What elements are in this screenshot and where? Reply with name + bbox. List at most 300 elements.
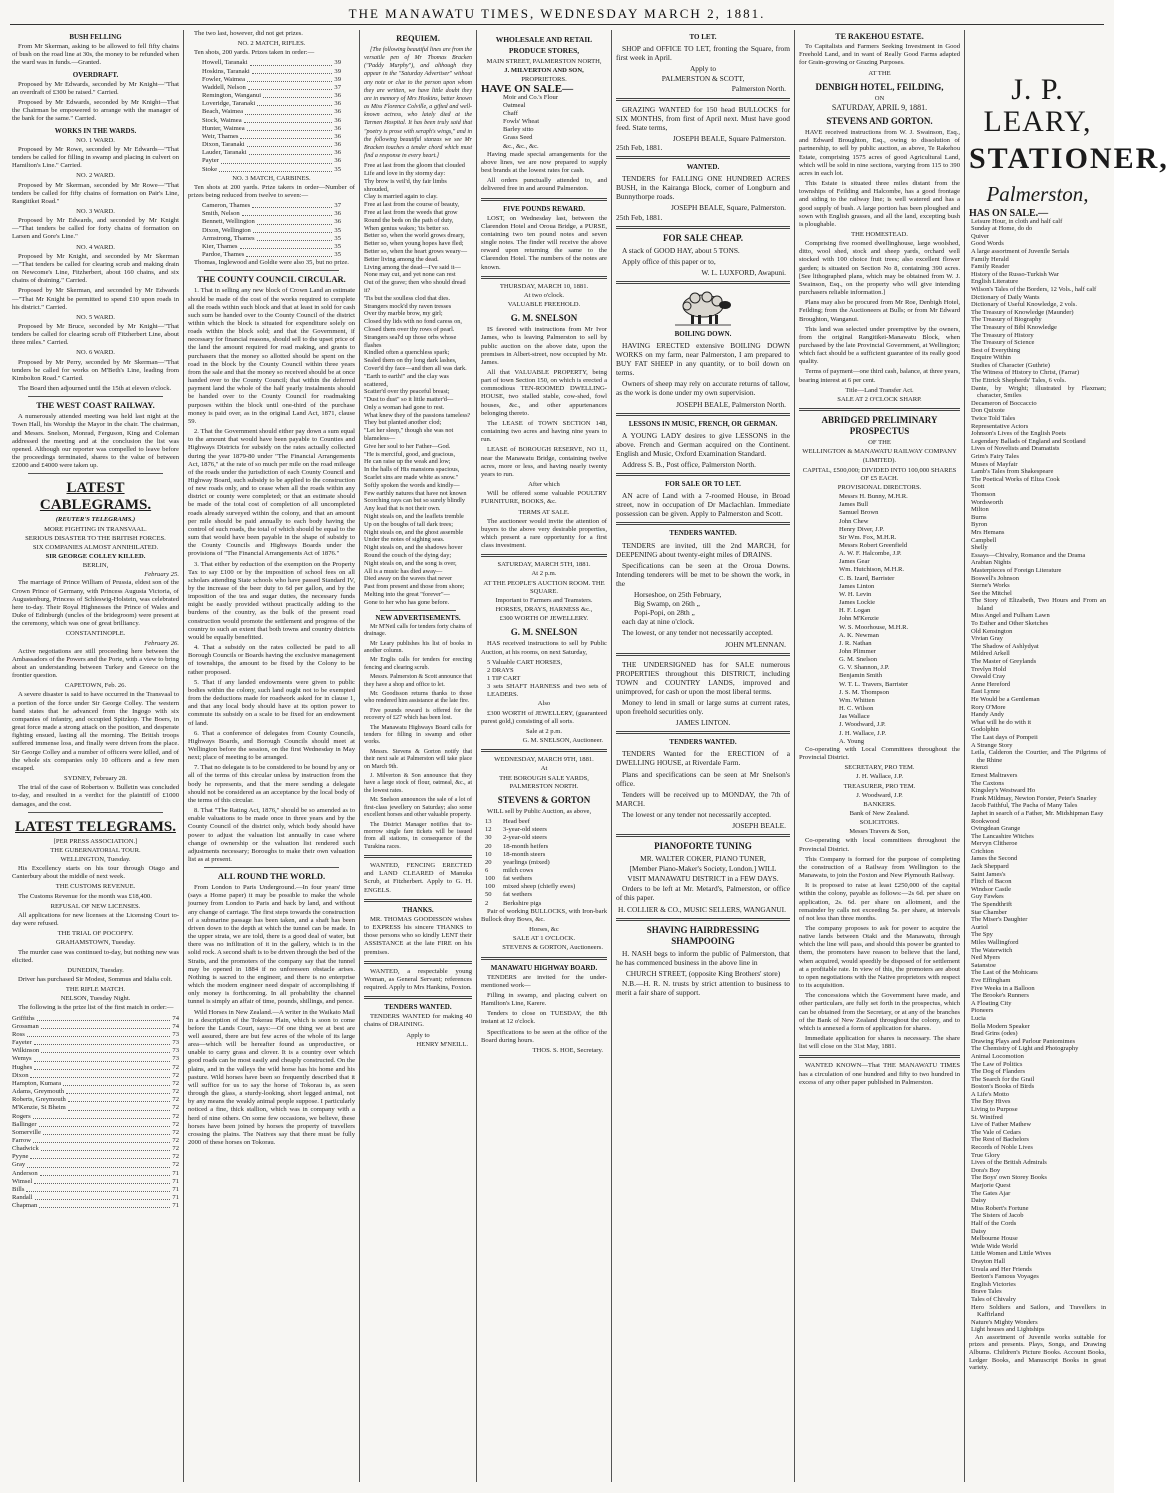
entry-score: 71 [172,1185,179,1193]
has-on-sale: HAS ON SALE.— [969,208,1049,219]
entry-score: 36 [334,218,341,226]
sale-item: 5 Valuable CART HORSES, [487,658,563,666]
book-title: The Dog of Flanders [971,1068,1025,1076]
book-title: The Treasury of History [971,331,1034,339]
text-line: SALE AT 2 O'CLOCK SHARP. [837,395,922,403]
poem-line: Free at last from the course of beauty, [364,201,460,209]
book-title: Frank Mildmay, Newton Forster, Peter's Snarley [971,794,1097,802]
company-name: WELLINGTON & MANAWATU RAILWAY COMPANY [802,448,957,456]
leader-dots [245,108,332,114]
poem-line: Out of the grave; then who should dread it? [364,279,466,294]
book-title: The Treasury of Knowledge (Maunder) [971,308,1074,316]
book-title: Twice Told Tales [971,415,1016,423]
ward-label: NO. 3 WARD. [76,207,115,215]
book-title: Boswell's Johnson [971,574,1019,582]
auctioneer-name: STEVENS & GORTON [497,794,591,805]
inspection-day: Popi-Popi, on 28th „ [634,608,695,618]
poem-line: 'Tis but the soulless clod that dies. [364,294,451,302]
entry-name: Somerville [12,1128,41,1136]
stock-qty: 12 [485,826,492,834]
requiem-heading: REQUIEM. [396,33,440,43]
role-holder: J. Woodward, J.P. [856,791,903,799]
divider [616,918,790,921]
book-title: Daisy [971,1197,987,1205]
book-title: Lives of Novelists and Dramatists [971,445,1060,453]
paragraph: HAVE received instructions from W. J. Swainson, Esq., and Edward Broughton, Esq., owing to dissolution of partnership, to sell by public auction, as above, Te Rakehou Estate, comprising 1575 acres of good Agricultural Land, which will be sold in nine sections, varying from 115 to 390 acres in each lot. [799,129,960,177]
leader-dots [27,1031,171,1037]
book-title: Ovingdean Grange [971,825,1021,833]
column-3 [359,30,476,1482]
entry-score: 74 [172,1014,179,1022]
book-title: The Brooke's Runners [971,992,1029,1000]
divider [616,156,790,159]
sale-time: At two o'clock. [523,291,565,299]
piano-heading: PIANOFORTE TUNING [654,841,752,852]
poem-line: Kindled often a quenchless spark; [364,349,450,357]
paragraph: Owners of sheep may rely on accurate returns of tallow, as the work is done under my own supervision. [616,379,790,398]
book-title: Thomson [971,490,996,498]
paragraph: His Excellency starts on his tour through Otago and Canterbury about the middle of next week. [12,865,179,881]
paragraph: Specifications can be seen at the Oroua Downs. Intending tenderers will be met to be shown the work, in the [616,560,790,588]
poem-line: In the halls of His mansions spacious, [364,466,460,474]
book-title: Masterpieces of Foreign Literature [971,566,1062,574]
paragraph: The lowest, or any tender not necessarily accepted. [622,628,773,638]
entry-score: 36 [334,116,341,124]
council-heading: THE COUNTY COUNCIL CIRCULAR. [197,274,346,285]
book-title: Oswald Cray [971,673,1006,681]
book-title: The Shadow of Ashlydyat [971,642,1039,650]
poem-line: Died away on the waves that never [364,575,453,583]
book-title: Decameron of Boccaccio [971,399,1037,407]
poem-line: Better living among the dead. [364,255,439,263]
paragraph: LOST, on Wednesday last, between the Clarendon Hotel and Oroua Bridge, a PURSE, containing two ten pound notes and seven single notes. The finder will receive the above reward upon returning the same to the Clarendon Hotel. The numbers of the notes are known. [481,214,607,271]
inspection-day: Horseshoe, on 25th February, [634,590,722,600]
score-row [12,1170,179,1178]
book-title: St. Winifred [971,1113,1003,1121]
director-name: John M'Kenzie [839,615,879,623]
entry-name: Gray [12,1161,26,1169]
entry-score: 71 [172,1202,179,1210]
paragraph: All that VALUABLE PROPERTY, being part of town Section 150, on which is erected a commodious TEN-ROOMED DWELLING-HOUSE, two stalled stable, cow-shed, fowl houses, &c., and other appurtenances belonging thereto. [481,369,607,417]
role-holder: Messrs Travers & Son, [849,828,910,836]
book-title: History of the Russo-Turkish War [971,270,1059,278]
match-3-list [188,202,355,259]
masthead: THE MANAWATU TIMES, WEDNESDAY MARCH 2, 1881. [348,6,766,21]
book-title: Melbourne House [971,1235,1018,1243]
leader-dots [37,1015,171,1021]
entry-name: Chapman [12,1202,38,1210]
inspection-days [616,590,790,617]
book-title: Essays—Chivalry, Romance and the Drama [971,551,1086,559]
poem-line: Thy brow is veil'd, thy fair limbs shrouded, [364,177,447,193]
book-title: Dante, by Wright; illustrated by Flaxman; character, Smiles [971,384,1106,400]
book-title: English Victories [971,1280,1016,1288]
ward-label: NO. 5 WARD. [76,313,115,321]
book-title: The Story of Elizabeth, Two Hours and From an Island [971,597,1106,612]
book-title: What will he do with it [971,718,1032,726]
date: 25th Feb, 1881. [616,212,663,222]
book-title: Best of Everything [971,346,1021,354]
score-row [202,92,341,100]
entry-score: 72 [172,1088,179,1096]
entry-name: Anderson [12,1169,38,1177]
stock-desc: 3-year-old steers [503,826,547,834]
leader-dots [221,157,333,163]
grazing-ad: GRAZING WANTED for 150 head BULLOCKS for SIX MONTHS, from first of April next. Must have good feed. State terms, [616,104,790,132]
entry-score: 72 [172,1161,179,1169]
headline: THE TRIAL OF POCOFFY. [57,930,134,938]
sale-item: Moir and Co.'s Flour [503,93,559,101]
entry-score: 39 [334,59,341,67]
book-title: Rienzi [971,764,988,772]
new-ad-notice: Messrs. Palmerston & Scott announce that they have a shop and office to let. [364,674,472,688]
paragraph: Tenders to close on TUESDAY, the 8th instant at 12 o'clock. [481,1010,607,1026]
leader-dots [35,1194,171,1200]
book-title: Family Herald [971,255,1009,263]
stock-qty: 10 [485,850,492,858]
role-holder: J. H. Wallace, J.P. [856,773,903,781]
score-row [12,1096,179,1104]
entry-score: 39 [334,67,341,75]
leader-dots [263,92,332,98]
book-title: English Literature [971,278,1019,286]
book-title: Leisure Hour, in cloth and half calf [971,217,1063,225]
score-row [12,1080,179,1088]
leader-dots [257,218,333,224]
paragraph: All applications for new licenses at the Licensing Court to-day were refused. [12,911,179,928]
entry-score: 36 [334,132,341,140]
entry-score: 72 [172,1136,179,1144]
paragraph: 6. That a conference of delegates from County Councils, Highways Boards, and Borough Councils should meet at Wellington before the session, on the first Wednesday in May next; place of meeting to be arranged. [188,729,355,762]
paragraph: Proposed by Mr Perry, seconded by Mr Skerman—"That tenders be called for works on M'Beth's Line, leading from Kimbolton Road." Carried. [12,358,179,382]
dateline: WELLINGTON, Tuesday. [60,855,131,863]
leader-dots [39,1202,170,1208]
paragraph: Wild Horses in New Zealand.—A writer in the Waikato Mail in a description of the Tokerau Plain, which is soon to come before the Lands Court, says:—Of one thing we at best are well assured, there are but few acres of the whole of its large area—which will be hereafter found as unproductive, or unable to carry grass and clover. It is a country over which good roads can be most easily and cheaply constructed. On the plains, and in the valleys the wild horse has his home and his pasture. Wild horses have been so frequently described that it will suffice for us to say the horse of Tokorau is, as seen through the glass, a sturdy-looking, short legged animal, not by any means the weakly animal people suppose. I particularly noticed a fine, thick stallion, which was in company with a herd of nine others. On some few occasions, we believe, these horses have been joined by horses the property of travellers crossing the plains. The Natives say that there must be fully 2000 of these horses on Tokorau. [188,1008,355,1146]
book-title: A Life's Motto [971,1090,1010,1098]
book-title: Animal Locomotion [971,1052,1024,1060]
paragraph: A YOUNG LADY desires to give LESSONS in the above. French and German acquired on the Continent. English and Music, Oxford Examination Standard. [616,430,790,458]
paragraph: Proposed by Mr Skerman, seconded by Mr Rowe—"That tenders be called for fifty chains of formation on Pair's Line, Rangitikei Road." [12,181,179,205]
poem-line: Over thy marble brow, my girl; [364,310,443,318]
entry-name: Hoskins, Taranaki [202,67,250,75]
sale-time: Sale at 2 p.m. [525,727,563,735]
stock-desc: fat wethers [503,891,533,899]
firm-name: J. MILVERTON AND SON, [504,67,584,75]
book-title: James the Second [971,855,1018,863]
paragraph: Terms of payment—one third cash, balance, at three years, bearing interest at 6 per cent. [799,368,960,384]
address: MAIN STREET, PALMERSTON NORTH, [486,58,602,65]
signature: G. M. SNELSON, Auctioneer. [522,737,603,745]
column-6 [794,30,964,1482]
signature: Palmerston North. [731,84,786,94]
book-title: Leila, Calderon the Courtier, and The Pilgrims of the Rhine [971,749,1106,764]
book-title: The Treasury of Science [971,339,1035,347]
score-row [202,243,341,251]
divider [616,281,790,284]
sale-item: &c., &c., &c. [503,142,539,150]
apply-label: Apply to [406,1031,430,1039]
paragraph: To Capitalists and Farmers Seeking Investment in Good Freehold Land, and in want of Really Good Farms adapted for Grain-growing or Grazing Purposes. [799,43,960,67]
book-title: Johnson's Lives of the English Poets [971,430,1066,438]
paragraph: Orders to be left at Mr. Metard's, Palmerston, or office of this paper. [616,884,790,903]
sale-or-let-heading: FOR SALE OR TO LET. [665,480,741,489]
paragraph: From Mr Skerman, asking to be allowed to fell fifty chains of bush on the road line at 30s, the money to be refunded when the ward was in funds.—Granted. [12,43,179,67]
auctioneer-name: STEVENS AND GORTON. [826,116,933,127]
book-title: Arabian Nights [971,559,1011,567]
ward-label: NO. 1 WARD. [76,136,115,144]
proprietors-label: PROPRIETORS. [521,76,567,84]
signature: HENRY M'NEILL. [416,1040,468,1048]
text-line: (LIMITED). [862,457,897,465]
score-row [12,1145,179,1153]
dateline: GRAHAMSTOWN, Tuesday. [55,939,136,947]
poem-line: Life and love in thy stormy day: [364,169,446,177]
lessons-heading: LESSONS IN MUSIC, FRENCH, OR GERMAN. [628,419,778,428]
score-row [12,1023,179,1031]
entry-name: Ross [12,1030,25,1038]
leader-dots [240,133,332,139]
score-row [12,1015,179,1023]
text-line: [Member Piano-Maker's Society, London.] WILL [629,864,777,874]
leader-dots [39,1121,171,1127]
book-title: The Vale of Cedars [971,1128,1021,1136]
book-title: Jacob Faithful, The Pacha of Many Tales [971,802,1078,810]
director-name: James Lockie [839,599,876,607]
paragraph: 8. That "The Rating Act, 1876," should be so amended as to enable valuations to be made once in three years and by the County Council of the district only, which body should have power to adjust the valuation list annually in case where change of ownership or the valuation list rendered such adjustments necessary; Boroughs to make their own valuation list as at present. [188,807,355,863]
paragraph: each day at nine o'clock. [622,617,695,627]
poem-line: Cover'd thy face—and then all was dark. [364,364,467,372]
paragraph: The company proposes to ask for power to acquire the native lands between Otaki and the Manawatu, through which the line will pass, and should this power be granted to them, the promoters have reason to believe that the land, when acquired, would speedily be disposed of for settlement at a profitable rate. In view of this, the promoters are about to open negotiations with the Native proprietors with respect to its acquisition. [799,925,960,990]
cable-headline: MORE FIGHTING IN TRANSVAAL. [44,525,147,533]
book-title: Jack Sheppard [971,863,1009,871]
paragraph: The Customs Revenue for the month was £18,400. [18,892,152,900]
wanted-fencing-ad: WANTED, FENCING ERECTED and LAND CLEARED of Manuka Scrub, at Fitzherbert. Apply to G. H. ENGELS. [364,862,472,894]
paragraph: TENDERS Wanted for the ERECTION of a DWELLING HOUSE, at Riverdale Farm. [616,749,790,768]
world-heading: ALL ROUND THE WORLD. [217,871,326,882]
book-title: Ned Myers [971,954,1001,962]
score-row [202,59,341,67]
terms-label: TERMS AT SALE. [518,508,570,516]
paragraph: The lowest or any tender not necessarily accepted. [622,809,771,819]
date: February 25. [144,571,179,579]
book-title: The Witness of History to Christ, (Farrar) [971,369,1080,377]
paragraph: Having made special arrangements for the above lines, we are now prepared to supply best brands at the lowest rates for cash. [481,150,607,175]
leader-dots [244,117,333,123]
score-row [12,1031,179,1039]
entry-name: Wilkinson [12,1047,40,1055]
entry-score: 72 [172,1104,179,1112]
book-title: Campbell [971,536,997,544]
book-title: The Poetical Works of Eliza Cook [971,475,1060,483]
paragraph: Proposed by Mr Edwards, seconded by Mr Knight—"That an overdraft of £300 be raised." Carried. [12,80,179,96]
score-row [202,227,341,235]
paragraph: Proposed by Mr Edwards, seconded by Mr Knight—That the Chairman be empowered to arrange with the manager of the bank for the same." Carried. [12,99,179,123]
score-row [12,1064,179,1072]
leader-dots [247,125,333,131]
score-row [12,1186,179,1194]
have-on-sale: HAVE ON SALE— [481,83,574,96]
book-title: Enquire Within [971,354,1011,362]
sale-item: Chaff [503,109,518,117]
poem-line: Night steals on, and the song is over, [364,559,457,567]
masthead-rule [10,24,1104,25]
new-ad-notice: The District Manager notifies that to-morrow single fare tickets will be issued from all stations, in consequence of the Turakina races. [364,821,472,850]
wholesale-heading: WHOLESALE AND RETAIL PRODUCE STORES, [495,35,593,55]
book-title: A Strange Story [971,741,1013,749]
leader-dots [253,227,333,233]
book-title: Rookwood [971,817,1000,825]
paragraph: The marriage of Prince William of Prussia, eldest son of the Crown Prince of Germany, with Princess Augusta Victoria, of Augustenburg, Princess of Schleswig-Holstein, was celebrated here to-day. Their Royal Highnesses the Prince of Wales and Duke of Edinburgh (uncles of the bridegroom) were present at the ceremony, which was one of great brilliancy. [12,579,179,628]
director-name: J. R. Nathan [839,639,872,647]
book-title: Muses of Mayfair [971,460,1018,468]
divider [616,226,790,229]
paragraph: Apply office of this paper or to, [622,256,716,266]
role-heading: BANKERS. [863,800,896,808]
director-name: H. C. Wilson [839,705,874,713]
score-row [202,202,341,210]
director-name: Jas Wallace [839,713,870,721]
signature: JAMES LINTON. [675,718,731,728]
score-row [12,1055,179,1063]
poem-line: Up on the boughs of tall dark trees; [364,520,454,528]
entry-score: 73 [172,1047,179,1055]
entry-name: Chadwick [12,1145,39,1153]
divider [28,812,163,813]
paragraph: 7. That no delegate is to be considered to be bound by any or all of the terms of this circular unless by instruction from the body he represents, and that the mere sending a delegate should not be considered as an acceptance by the local body of the terms of this circular. [188,764,355,804]
divider [616,98,790,101]
stock-qty: 100 [485,883,495,891]
inspection-day: Big Swamp, on 26th „ [634,599,700,609]
divider [616,731,790,734]
leader-dots [34,1039,171,1045]
leader-dots [33,1137,170,1143]
paragraph: The Board then adjourned until the 15th at eleven o'clock. [18,385,172,393]
stock-qty: 20 [485,842,492,850]
paragraph: IS favored with instructions from Mr Ivor James, who is leaving Palmerston to sell by public auction on the above date, upon the premises in Albert-street, now occupied by Mr. James. [481,326,607,366]
paragraph: TENDERS for FALLING ONE HUNDRED ACRES BUSH, in the Kairanga Block, corner of Longburn and Bunnythorpe roads. [616,174,790,202]
leader-dots [40,1170,171,1176]
entry-name: Dixon, Wellington [202,226,251,234]
book-list [969,218,1106,1334]
signature: W. L. LUXFORD, Awapuni. [701,267,786,277]
director-name: G. M. Snelson [839,656,878,664]
paragraph: SHOP and OFFICE TO LET, fronting the Square, from first week in April. [616,44,790,63]
poem-line: Few earthly natures that have not known [364,489,467,497]
director-name: A. W. F. Halcombe, J.P. [839,550,902,558]
book-title: Godolphin [971,726,999,734]
poem-line: Sealed them on thy long dark lashes, [364,357,457,365]
book-title: Miss Angel and Fulham Lawn [971,612,1050,620]
leader-dots [242,210,333,216]
sale-item-list [481,659,607,700]
poem-line: "He is merciful, good, and gracious, [364,450,456,458]
score-row [202,149,341,157]
paragraph: The auctioneer would invite the attention of buyers to the above very desirable properties, which present a rare opportunity for a first class investment. [481,517,607,550]
entry-score: 36 [334,157,341,165]
rifle-score-list [12,1015,179,1211]
boiling-heading: BOILING DOWN. [674,329,732,338]
book-title: Good Words [971,240,1004,248]
for-sale-heading: FOR SALE CHEAP. [663,232,743,243]
paragraph: Filling in swamp, and placing culvert on Hamilton's Line, Karere. [481,992,607,1008]
poem-line: "Let her sleep," though she was not blameless— [364,427,454,443]
book-title: The Treasury of Biography [971,316,1042,324]
stock-desc: Berkshire pigs [503,899,542,907]
director-name: Wm. Whitten [839,696,875,704]
paragraph: Plans may also be procured from Mr Roe, Denbigh Hotel, Feilding; from the Auctioneers at Bulls; or from Mr Edward Broughton, Wanganui. [799,299,960,323]
book-title: Crichton [971,847,994,855]
book-title: Mrs Hemans [971,528,1005,536]
score-row [202,157,341,165]
divider [481,957,607,960]
book-title: The Boys' own Storey Books [971,1174,1047,1182]
role-holder: Bank of New Zealand. [849,809,910,817]
leader-dots [246,251,332,257]
poem-line: Past from present and those from shore; [364,583,465,591]
signature: JOSEPH BEALE, Square, Palmerston. [671,203,786,213]
stock-qty: 13 [485,818,492,826]
reuters-label: (REUTER'S TELEGRAMS.) [55,516,136,524]
book-title: Handy Andy [971,711,1005,719]
thanks-ad: MR. THOMAS GOODISSON wishes to EXPRESS his sincere THANKS to those persons who so kindly LENT their ASSISTANCE at the late FIRE on his premises. [364,915,472,956]
entry-name: Waddell, Nelson [202,83,246,91]
paragraph: Will be offered some valuable POULTRY FURNITURE, BOOKS, &c. [481,490,607,506]
book-title: Brave Tales [971,1288,1002,1296]
entry-name: M'Kenzie, St Bheim [12,1104,66,1112]
book-title: Milton [971,506,989,514]
book-title: Living to Purpose [971,1106,1018,1114]
stock-row [485,875,607,883]
book-title: Scott [971,483,985,491]
role-heading: TREASURER, PRO TEM. [843,782,916,790]
stock-row [485,891,607,899]
shaving-heading: SHAVING HAIRDRESSING SHAMPOOING [646,924,760,946]
poem-line: "Earth to earth!" and the clay was scattered, [364,372,449,388]
paragraph: HAS received instructions to sell by Public Auction, at his rooms, on next Saturday, [481,640,607,656]
poem-line: Softly spoken the words and kindly— [364,481,460,489]
paragraph: Pair of working BULLOCKS, with Iron-bark Bullock dray Bows, &c. [481,907,607,923]
book-title: Beeton's Famous Voyages [971,1273,1039,1281]
book-title: Quiver [971,232,990,240]
entry-name: Cameron, Thames [202,202,251,210]
leader-dots [30,1153,170,1159]
divider [616,413,790,416]
book-title: Pioneers [971,1007,994,1015]
text-line: Horses, &c [529,926,559,934]
leader-dots [41,1023,171,1029]
entry-score: 36 [334,141,341,149]
press-label: [PER PRESS ASSOCIATION.] [53,837,138,845]
ward-label: NO. 2 WARD. [76,172,115,180]
book-title: Dictionary of Useful Knowledge, 2 vols. [971,301,1077,309]
poem-line: Night steals on, and the leaflets tremble [364,513,464,521]
estate-heading: TE RAKEHOU ESTATE. [835,32,924,41]
entry-score: 72 [172,1063,179,1071]
match-heading: NO. 2 MATCH, RIFLES. [237,40,306,48]
book-title: The Lancashire Witches [971,832,1034,840]
book-title: Ursula and Her Friends [971,1265,1032,1273]
poem-line: Better so, when the world grows dreary, [364,232,465,240]
book-title: The Law of Politics [971,1060,1023,1068]
poem-line: What knew they of the passions tameless? [364,411,471,419]
text-line: HORSES, DRAYS, HARNESS &c., [495,606,593,614]
paragraph: From London to Paris Underground.—In four years' time (says a Home paper) it may be possible to make the whole journey from London to Paris and back by land, and without any change of carriage. The first steps towards the construction of a submarine passage has been taken, and a shaft has been driven down to the depth at which the tunnel can be made. In the upper strata, we are told, there is a good deal of water, but there was no infiltration of it in the gallery, which is in the solid rock. A second shaft is to be driven through the bed of the Straits, and the promoters of the company say that the tunnel may be opened in 1884 if no unforeseen obstacle arises. Nothing is sacred to the engineer, and there is no enterprise which the modern engineer need despair of accomplishing if only money is forthcoming. In all probability the channel tunnel is simply an affair of time, pounds, shillings, and pence. [188,884,356,1006]
poem-line: "Dust to dust" so it little matter'd— [364,396,454,404]
text-line: Also [537,700,551,708]
entry-name: Payter [202,157,219,165]
poem-line: Gone to her who has gone before. [364,598,450,606]
firm-name: PALMERSTON & SCOTT, [661,74,745,84]
